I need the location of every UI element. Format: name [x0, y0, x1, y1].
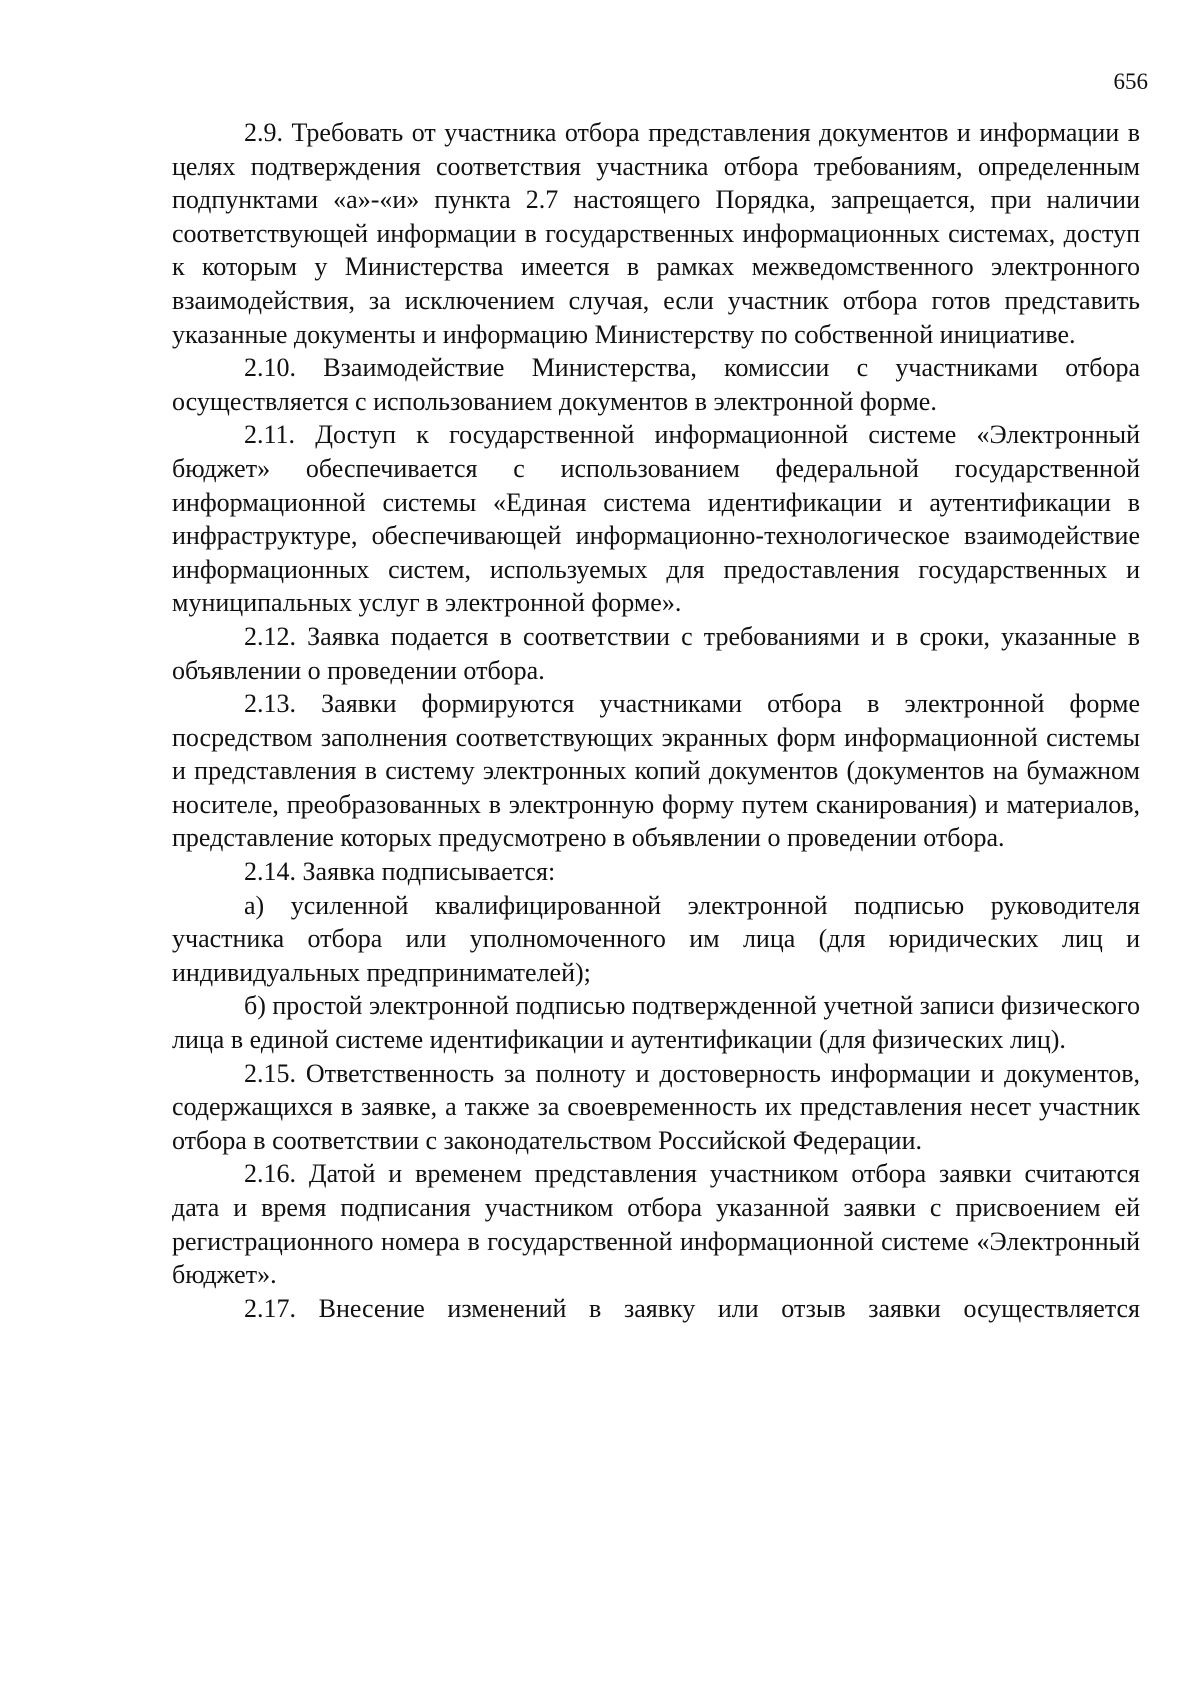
document-body — [172, 116, 1140, 1325]
paragraph-2-10: 2.10. Взаимодействие Министерства, комиссии с участниками отбора осуществляется с использованием документов в электронной форме. — [172, 353, 1140, 416]
paragraph-2-16: 2.16. Датой и временем представления участником отбора заявки считаются дата и время подписания участником отбора указанной заявки с присвоением ей регистрационного номера в государственной информационной системе «Электронный бюджет». — [172, 1159, 1140, 1290]
paragraph-2-11: 2.11. Доступ к государственной информационной системе «Электронный бюджет» обеспечивается с использованием федеральной государственной информационной системы «Единая система идентификации и аутентификации в инфраструктуре, обеспечивающей информационно-технологическое взаимодействие информационных систем, используемых для предоставления государственных и муниципальных услуг в электронной форме». — [172, 420, 1140, 618]
paragraph-2-13: 2.13. Заявки формируются участниками отбора в электронной форме посредством заполнения соответствующих экранных форм информационной системы и представления в систему электронных копий документов (документов на бумажном носителе, преобразованных в электронную форму путем сканирования) и материалов, представление которых предусмотрено в объявлении о проведении отбора. — [172, 689, 1140, 853]
paragraph-2-14-b: б) простой электронной подписью подтвержденной учетной записи физического лица в единой системе идентификации и аутентификации (для физических лиц). — [172, 991, 1140, 1055]
paragraph-2-14-a: а) усиленной квалифицированной электронной подписью руководителя участника отбора или уполномоченного им лица (для юридических лиц и индивидуальных предпринимателей); — [172, 890, 1140, 987]
paragraph-2-17: 2.17. Внесение изменений в заявку или отзыв заявки осуществляется — [244, 1293, 1140, 1323]
paragraph-2-12: 2.12. Заявка подается в соответствии с требованиями и в сроки, указанные в объявлении о проведении отбора. — [172, 621, 1140, 685]
paragraph-2-14: 2.14. Заявка подписывается: — [244, 857, 556, 887]
paragraph-2-9: 2.9. Требовать от участника отбора представления документов и информации в целях подтверждения соответствия участника отбора требованиям, определенным подпунктами «а»-«и» пункта 2.7 настоящего Порядка, запрещается, при наличии соответствующей информации в государственных информационных системах, доступ к которым у Министерства имеется в рамках межведомственного электронного взаимодействия, за исключением случая, если участник отбора готов представить указанные документы и информацию Министерству по собственной инициативе. — [172, 118, 1140, 349]
page-number: 656 — [1113, 69, 1148, 94]
paragraph-2-15: 2.15. Ответственность за полноту и достоверность информации и документов, содержащихся в заявке, а также за своевременность их представления несет участник отбора в соответствии с законодательством Российской Федерации. — [172, 1058, 1140, 1155]
